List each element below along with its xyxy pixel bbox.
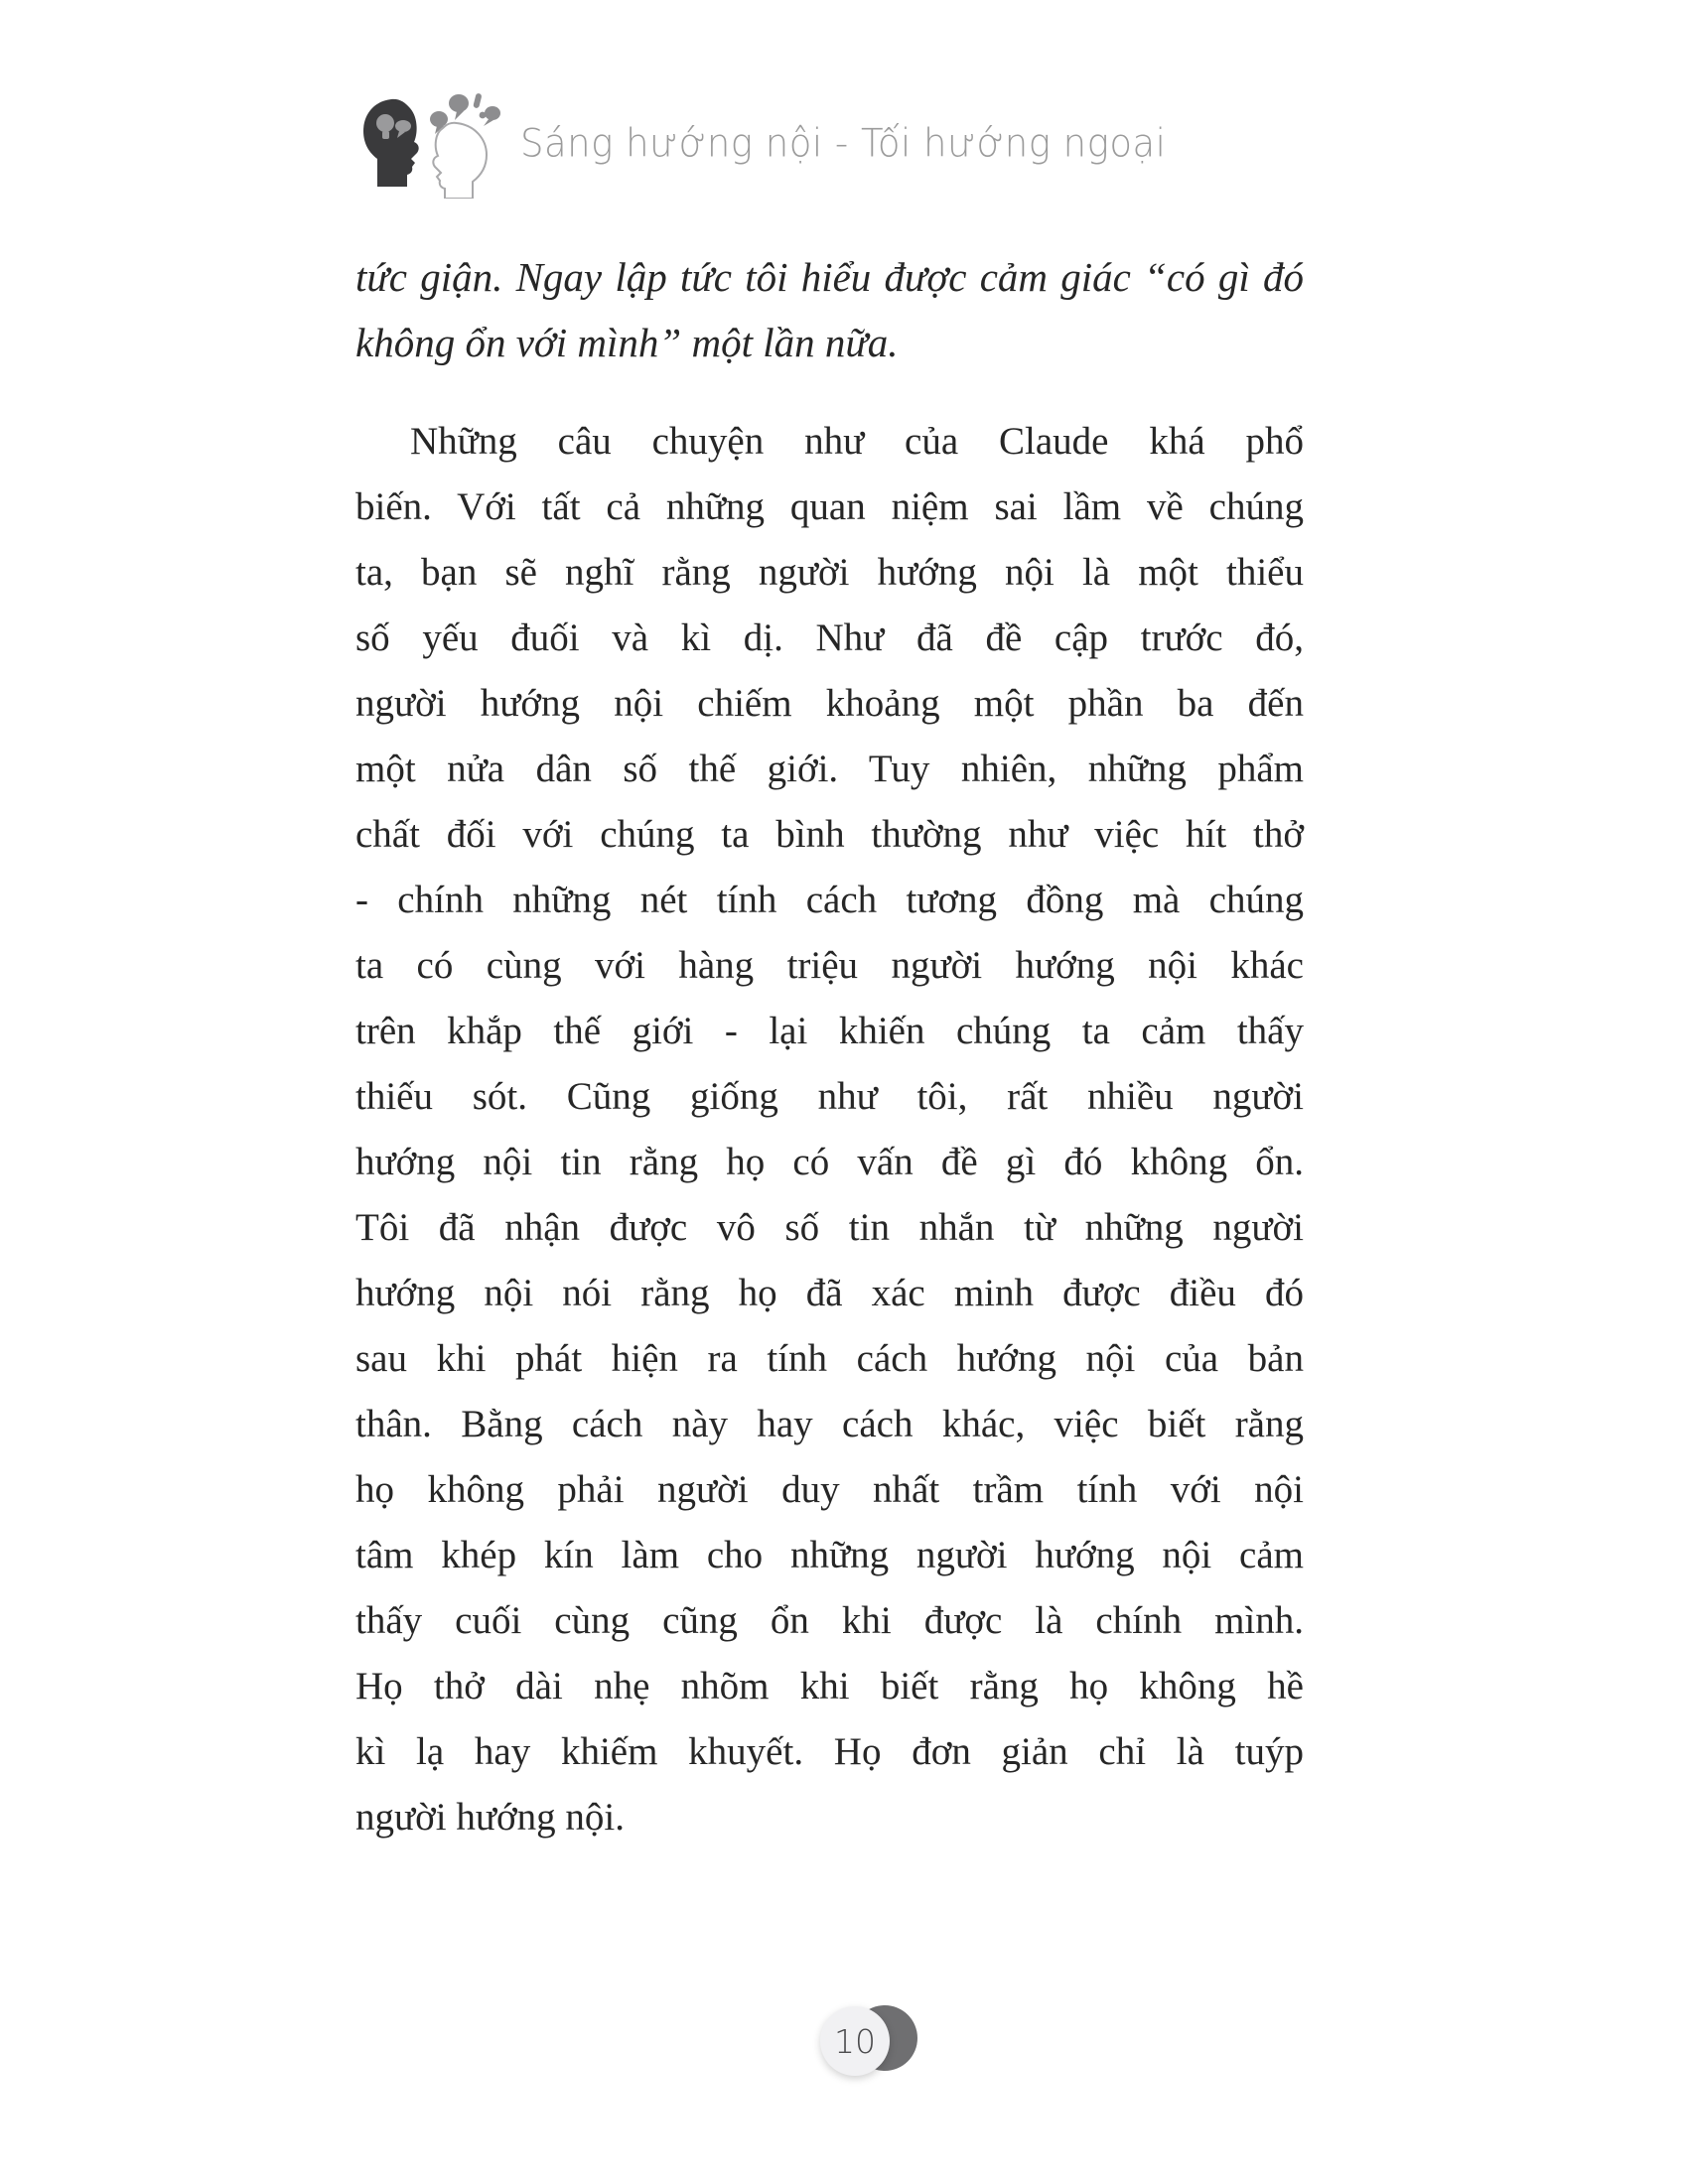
text-line: - chính những nét tính cách tương đồng mà chúng [355,879,1304,921]
text-line: số yếu đuối và kì dị. Như đã đề cập trước đó, [355,616,1304,659]
text-line: tâm khép kín làm cho những người hướng nội cảm [355,1534,1304,1576]
text-column [355,244,1304,1850]
text-line: Những câu chuyện như của Claude khá phổ [410,420,1304,463]
text-line: tức giận. Ngay lập tức tôi hiểu được cảm giác “có gì đó [355,254,1304,300]
text-line: Tôi đã nhận được vô số tin nhắn từ những người [355,1206,1304,1249]
page-number-badge [820,2004,929,2080]
text-line: thiếu sót. Cũng giống như tôi, rất nhiều người [355,1075,1304,1118]
page-number: 10 [834,2021,876,2061]
text-line: người hướng nội. [355,1796,625,1839]
text-line: ta, bạn sẽ nghĩ rằng người hướng nội là một thiểu [355,551,1304,594]
text-line: trên khắp thế giới - lại khiến chúng ta cảm thấy [355,1010,1304,1052]
text-line: hướng nội nói rằng họ đã xác minh được điều đó [355,1272,1304,1314]
text-line: biến. Với tất cả những quan niệm sai lầm về chúng [355,485,1304,528]
text-line: thân. Bằng cách này hay cách khác, việc biết rằng [355,1403,1304,1445]
running-head-title: Sáng hướng nội - Tối hướng ngoại [520,120,1167,166]
introvert-extrovert-heads-icon [353,87,502,199]
text-line: sau khi phát hiện ra tính cách hướng nội của bản [355,1337,1304,1380]
page-header [353,87,1166,199]
text-line: không ổn với mình” một lần nữa. [355,320,899,365]
text-line: ta có cùng với hàng triệu người hướng nội khác [355,944,1304,987]
text-line: thấy cuối cùng cũng ổn khi được là chính mình. [355,1599,1304,1642]
text-line: Họ thở dài nhẹ nhõm khi biết rằng họ không hề [355,1665,1304,1707]
text-line: kì lạ hay khiếm khuyết. Họ đơn giản chỉ là tuýp [355,1730,1304,1773]
body-paragraph [355,409,1304,1850]
page-number-disc [820,2006,890,2076]
text-line: chất đối với chúng ta bình thường như việc hít thở [355,813,1304,856]
text-line: một nửa dân số thế giới. Tuy nhiên, những phẩm [355,748,1304,790]
text-line: họ không phải người duy nhất trầm tính với nội [355,1468,1304,1511]
text-line: người hướng nội chiếm khoảng một phần ba đến [355,682,1304,725]
text-line: hướng nội tin rằng họ có vấn đề gì đó không ổn. [355,1141,1304,1183]
intro-paragraph [355,244,1304,375]
